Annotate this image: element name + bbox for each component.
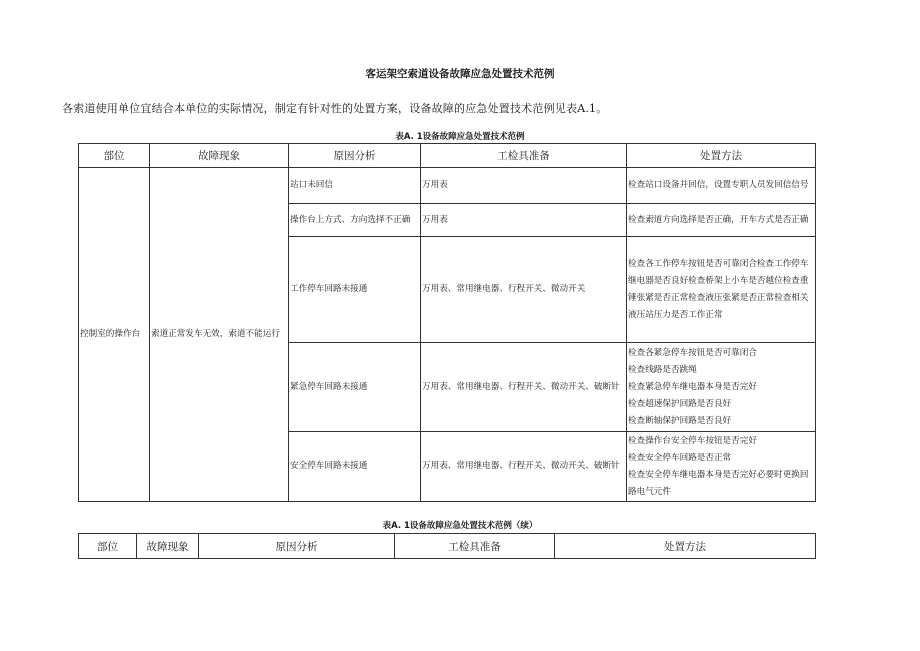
- method-line: 检查安全停车回路是否正常: [628, 452, 732, 463]
- method-line: 检查操作台安全停车按钮是否完好: [628, 435, 757, 446]
- header-location: 部位: [79, 144, 150, 168]
- cell-tools: 万用表、常用继电器、行程开关、微动开关、破断针: [421, 343, 627, 432]
- header-tools: 工检具准备: [395, 534, 555, 559]
- header-phenomenon: 故障现象: [137, 534, 199, 559]
- table-header-row: [79, 534, 816, 559]
- table-row: [79, 168, 816, 204]
- cell-method: [627, 432, 816, 502]
- fault-handling-table: [78, 143, 816, 502]
- method-line: 检查断轴保护回路是否良好: [628, 415, 732, 426]
- table-caption-continued: 表A. 1设备故障应急处置技术范例（续）: [382, 521, 538, 531]
- cell-method: [627, 343, 816, 432]
- intro-paragraph: 各索道使用单位宜结合本单位的实际情况，制定有针对性的处置方案，设备故障的应急处置技术范例见表A.1。: [62, 102, 608, 115]
- cell-cause: 站口未回信: [289, 168, 421, 204]
- table-header-row: [79, 144, 816, 168]
- cell-cause: 紧急停车回路未接通: [289, 343, 421, 432]
- method-line: 检查安全停车继电器本身是否完好必要时更换回路电气元件: [628, 469, 809, 497]
- cell-tools: 万用表、常用继电器、行程开关、微动开关: [421, 237, 627, 343]
- method-line: 检查紧急停车继电器本身是否完好: [628, 381, 757, 392]
- header-tools: 工检具准备: [421, 144, 627, 168]
- header-method: 处置方法: [627, 144, 816, 168]
- cell-method: 检查站口设备并回信，设置专职人员发回信信号: [627, 168, 816, 204]
- cell-location: 控制室的操作台: [79, 168, 150, 502]
- header-cause: 原因分析: [289, 144, 421, 168]
- header-cause: 原因分析: [199, 534, 395, 559]
- cell-cause: 安全停车回路未接通: [289, 432, 421, 502]
- cell-tools: 万用表: [421, 204, 627, 237]
- cell-method: 检查各工作停车按钮是否可靠闭合检查工作停车继电器是否良好检查桥架上小车是否越位检查重锤张紧是否正常检查液压张紧是否正常检查相关液压站压力是否工作正常: [627, 237, 816, 343]
- cell-phenomenon: 索道正常发车无效，索道不能运行: [150, 168, 289, 502]
- document-title: 客运架空索道设备故障应急处置技术范例: [365, 68, 555, 80]
- method-line: 检查超速保护回路是否良好: [628, 398, 732, 409]
- header-location: 部位: [79, 534, 137, 559]
- table-caption: 表A. 1设备故障应急处置技术范例: [395, 132, 525, 142]
- method-line: 检查线路是否跳绳: [628, 364, 697, 375]
- fault-handling-table-continued: [78, 533, 816, 559]
- cell-method: 检查索道方向选择是否正确，开车方式是否正确: [627, 204, 816, 237]
- header-phenomenon: 故障现象: [150, 144, 289, 168]
- cell-tools: 万用表: [421, 168, 627, 204]
- cell-tools: 万用表、常用继电器、行程开关、微动开关、破断针: [421, 432, 627, 502]
- method-line: 检查各紧急停车按钮是否可靠闭合: [628, 347, 757, 358]
- cell-cause: 工作停车回路未接通: [289, 237, 421, 343]
- header-method: 处置方法: [555, 534, 816, 559]
- cell-cause: 操作台上方式、方向选择不正确: [289, 204, 421, 237]
